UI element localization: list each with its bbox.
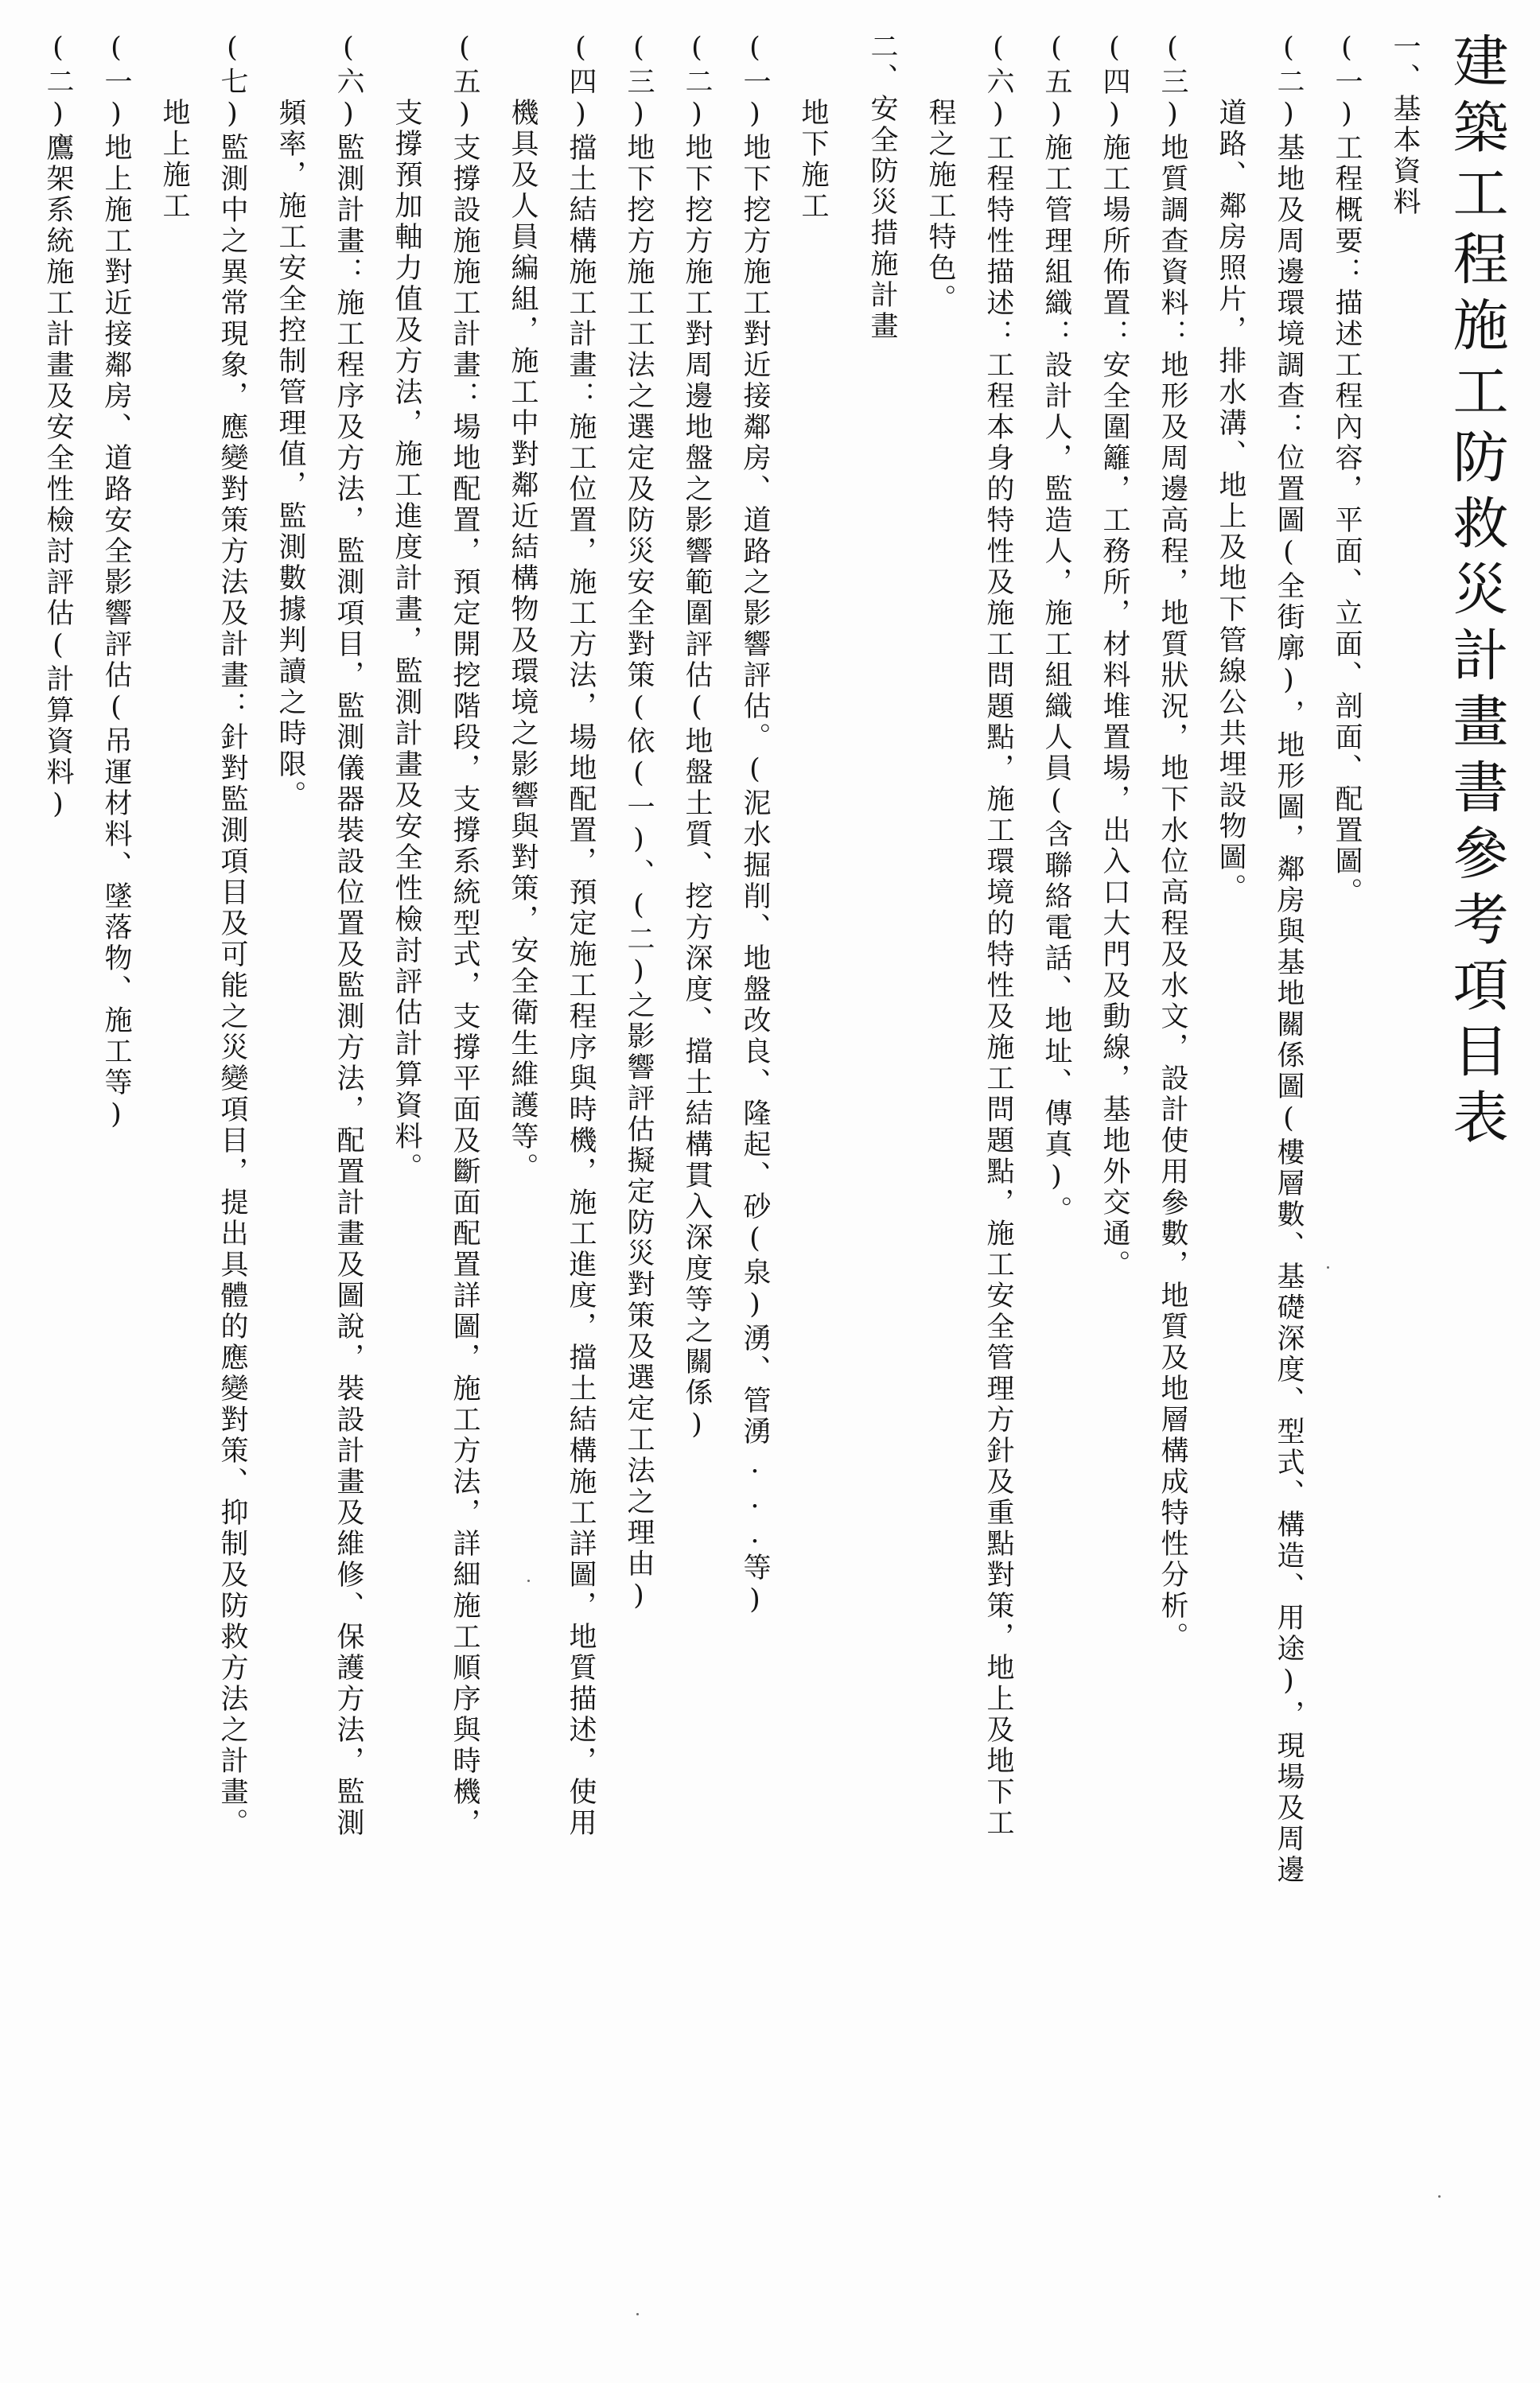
item-geology-data: (三)地質調查資料：地形及周邊高程，地質狀況，地下水位高程及水文，設計使用參數，地質及地層構成特性分析。 [1157, 32, 1188, 1653]
item-underground-ground-impact: (二)地下挖方施工對周邊地盤之影響範圍評估(地盤土質、挖方深度、擋土結構貫入深度等之關係) [681, 32, 713, 1444]
item-underground-neighbor-impact: (一)地下挖方施工對近接鄰房、道路之影響評估。(泥水掘削、地盤改良、隆起、砂(泉)湧、管湧...等) [739, 32, 771, 1619]
scan-speck [1438, 2195, 1441, 2198]
item-anomaly-response: (七)監測中之異常現象，應變對策方法及計畫：針對監測項目及可能之災變項目，提出具體的應變對策、抑制及防救方法之計畫。 [216, 32, 248, 1839]
item-site-layout: (四)施工場所佈置：安全圍籬，工務所，材料堆置場，出入口大門及動線，基地外交通。 [1099, 32, 1130, 1281]
item-project-characteristics-continued: 程之施工特色。 [924, 98, 956, 315]
item-site-survey: (二)基地及周邊環境調查：位置圖(全街廓)，地形圖，鄰房與基地關係圖(樓層數、基礎深度、型式、構造、用途)，現場及周邊 [1273, 32, 1305, 1886]
item-aboveground-neighbor-impact: (一)地上施工對近接鄰房、道路安全影響評估(吊運材料、墜落物、施工等) [100, 32, 132, 1133]
item-management-organization: (五)施工管理組織：設計人，監造人，施工組織人員(含聯絡電話、地址、傳真)。 [1040, 32, 1072, 1226]
item-retaining-structure-plan-continued: 機具及人員編組，施工中對鄰近結構物及環境之影響與對策，安全衛生維護等。 [507, 98, 539, 1184]
item-project-characteristics: (六)工程特性描述：工程本身的特性及施工問題點，施工環境的特性及施工問題點，施工安全管理方針及重點對策，地上及地下工 [982, 32, 1014, 1839]
subheading-aboveground-work: 地上施工 [158, 98, 190, 222]
item-excavation-method: (三)地下挖方施工工法之選定及防災安全對策(依(一)、(二)之影響評估擬定防災對策及選定工法之理由) [623, 32, 655, 1615]
scan-speck [1327, 1266, 1329, 1269]
page-title: 建築工程施工防救災計畫書參考項目表 [1444, 32, 1509, 1154]
item-project-overview: (一)工程概要：描述工程內容，平面、立面、剖面、配置圖。 [1331, 32, 1363, 908]
document-body [29, 32, 1519, 2362]
subheading-underground-work: 地下施工 [797, 98, 829, 222]
scan-speck [636, 2313, 639, 2315]
item-retaining-structure-plan: (四)擋土結構施工計畫：施工位置，施工方法，場地配置，預定施工程序與時機，施工進度，擋土結構施工詳圖，地質描述，使用 [565, 32, 597, 1839]
item-support-facility-plan: (五)支撐設施施工計畫：場地配置，預定開挖階段，支撐系統型式，支撐平面及斷面配置詳圖，施工方法，詳細施工順序與時機， [449, 32, 480, 1839]
section-heading-basic-info: 一、基本資料 [1389, 32, 1421, 218]
item-monitoring-plan-continued: 頻率，施工安全控制管理值，監測數據判讀之時限。 [274, 98, 306, 811]
item-support-facility-plan-continued: 支撐預加軸力值及方法，施工進度計畫，監測計畫及安全性檢討評估計算資料。 [391, 98, 422, 1184]
scan-speck [527, 1580, 530, 1582]
item-scaffold-plan: (二)鷹架系統施工計畫及安全性檢討評估(計算資料) [42, 32, 74, 823]
item-site-survey-continued: 道路、鄰房照片，排水溝、地上及地下管線公共埋設物圖。 [1215, 98, 1246, 904]
item-monitoring-plan: (六)監測計畫：施工程序及方法，監測項目，監測儀器裝設位置及監測方法，配置計畫及圖說，裝設計畫及維修、保護方法，監測 [332, 32, 364, 1839]
section-heading-safety-measures: 二、安全防災措施計畫 [866, 32, 898, 342]
